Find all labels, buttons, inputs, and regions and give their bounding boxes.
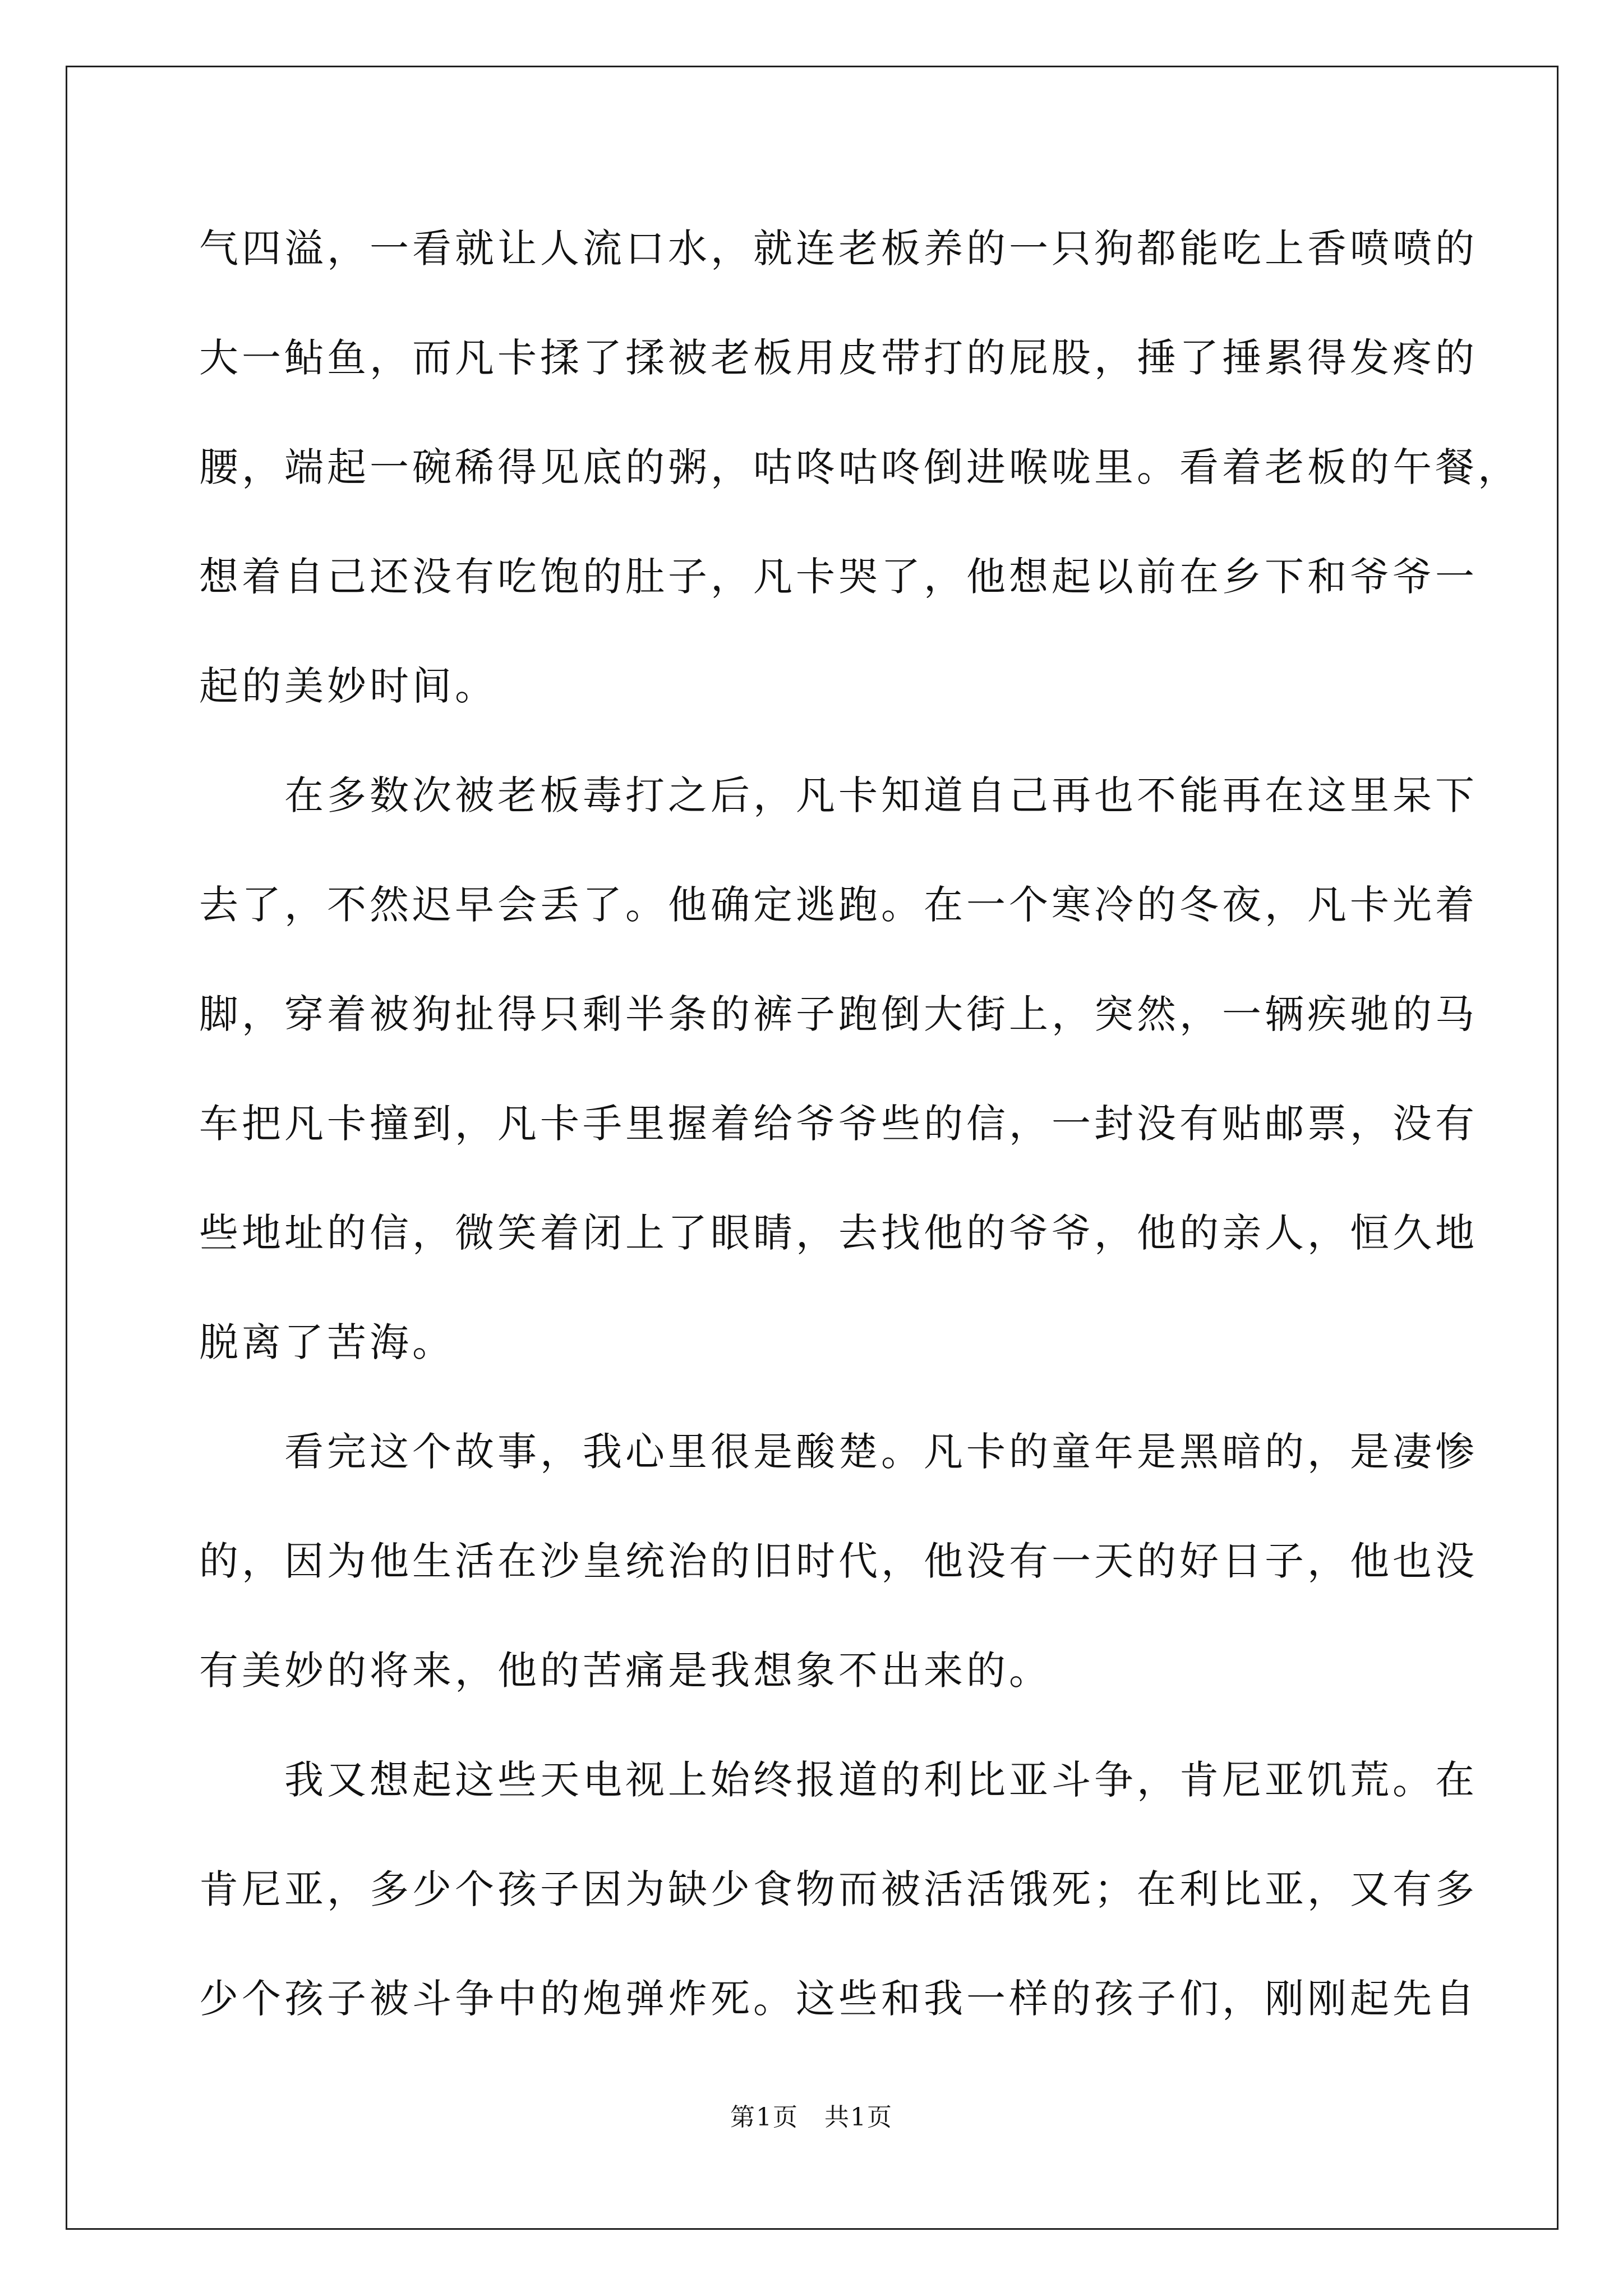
text-line: 大一鲇鱼，而凡卡揉了揉被老板用皮带打的屁股，捶了捶累得发疼的 xyxy=(199,335,1478,381)
text-line: 的，因为他生活在沙皇统治的旧时代，他没有一天的好日子，他也没 xyxy=(199,1538,1478,1584)
text-line: 想着自己还没有吃饱的肚子，凡卡哭了，他想起以前在乡下和爷爷一 xyxy=(199,554,1478,600)
text-line: 去了，不然迟早会丢了。他确定逃跑。在一个寒冷的冬夜，凡卡光着 xyxy=(199,882,1478,928)
text-line: 肯尼亚，多少个孩子因为缺少食物而被活活饿死；在利比亚，又有多 xyxy=(199,1866,1478,1912)
text-line: 在多数次被老板毒打之后，凡卡知道自己再也不能再在这里呆下 xyxy=(199,772,1478,818)
text-line: 脚，穿着被狗扯得只剩半条的裤子跑倒大街上，突然，一辆疾驰的马 xyxy=(199,991,1478,1037)
text-line: 有美妙的将来，他的苦痛是我想象不出来的。 xyxy=(199,1648,1052,1694)
text-line: 少个孩子被斗争中的炮弹炸死。这些和我一样的孩子们，刚刚起先自 xyxy=(199,1976,1478,2022)
text-line: 些地址的信，微笑着闭上了眼睛，去找他的爷爷，他的亲人，恒久地 xyxy=(199,1210,1478,1256)
text-line: 气四溢，一看就让人流口水，就连老板养的一只狗都能吃上香喷喷的 xyxy=(199,226,1478,272)
text-line: 脱离了苦海。 xyxy=(199,1319,455,1365)
text-line: 车把凡卡撞到，凡卡手里握着给爷爷些的信，一封没有贴邮票，没有 xyxy=(199,1101,1478,1147)
text-line: 我又想起这些天电视上始终报道的利比亚斗争，肯尼亚饥荒。在 xyxy=(199,1757,1478,1803)
page-footer: 第1页 共1页 xyxy=(730,2103,893,2132)
text-line: 起的美妙时间。 xyxy=(199,663,497,709)
text-line: 看完这个故事，我心里很是酸楚。凡卡的童年是黑暗的，是凄惨 xyxy=(199,1429,1478,1475)
text-line: 腰，端起一碗稀得见底的粥，咕咚咕咚倒进喉咙里。看着老板的午餐， xyxy=(199,444,1520,490)
